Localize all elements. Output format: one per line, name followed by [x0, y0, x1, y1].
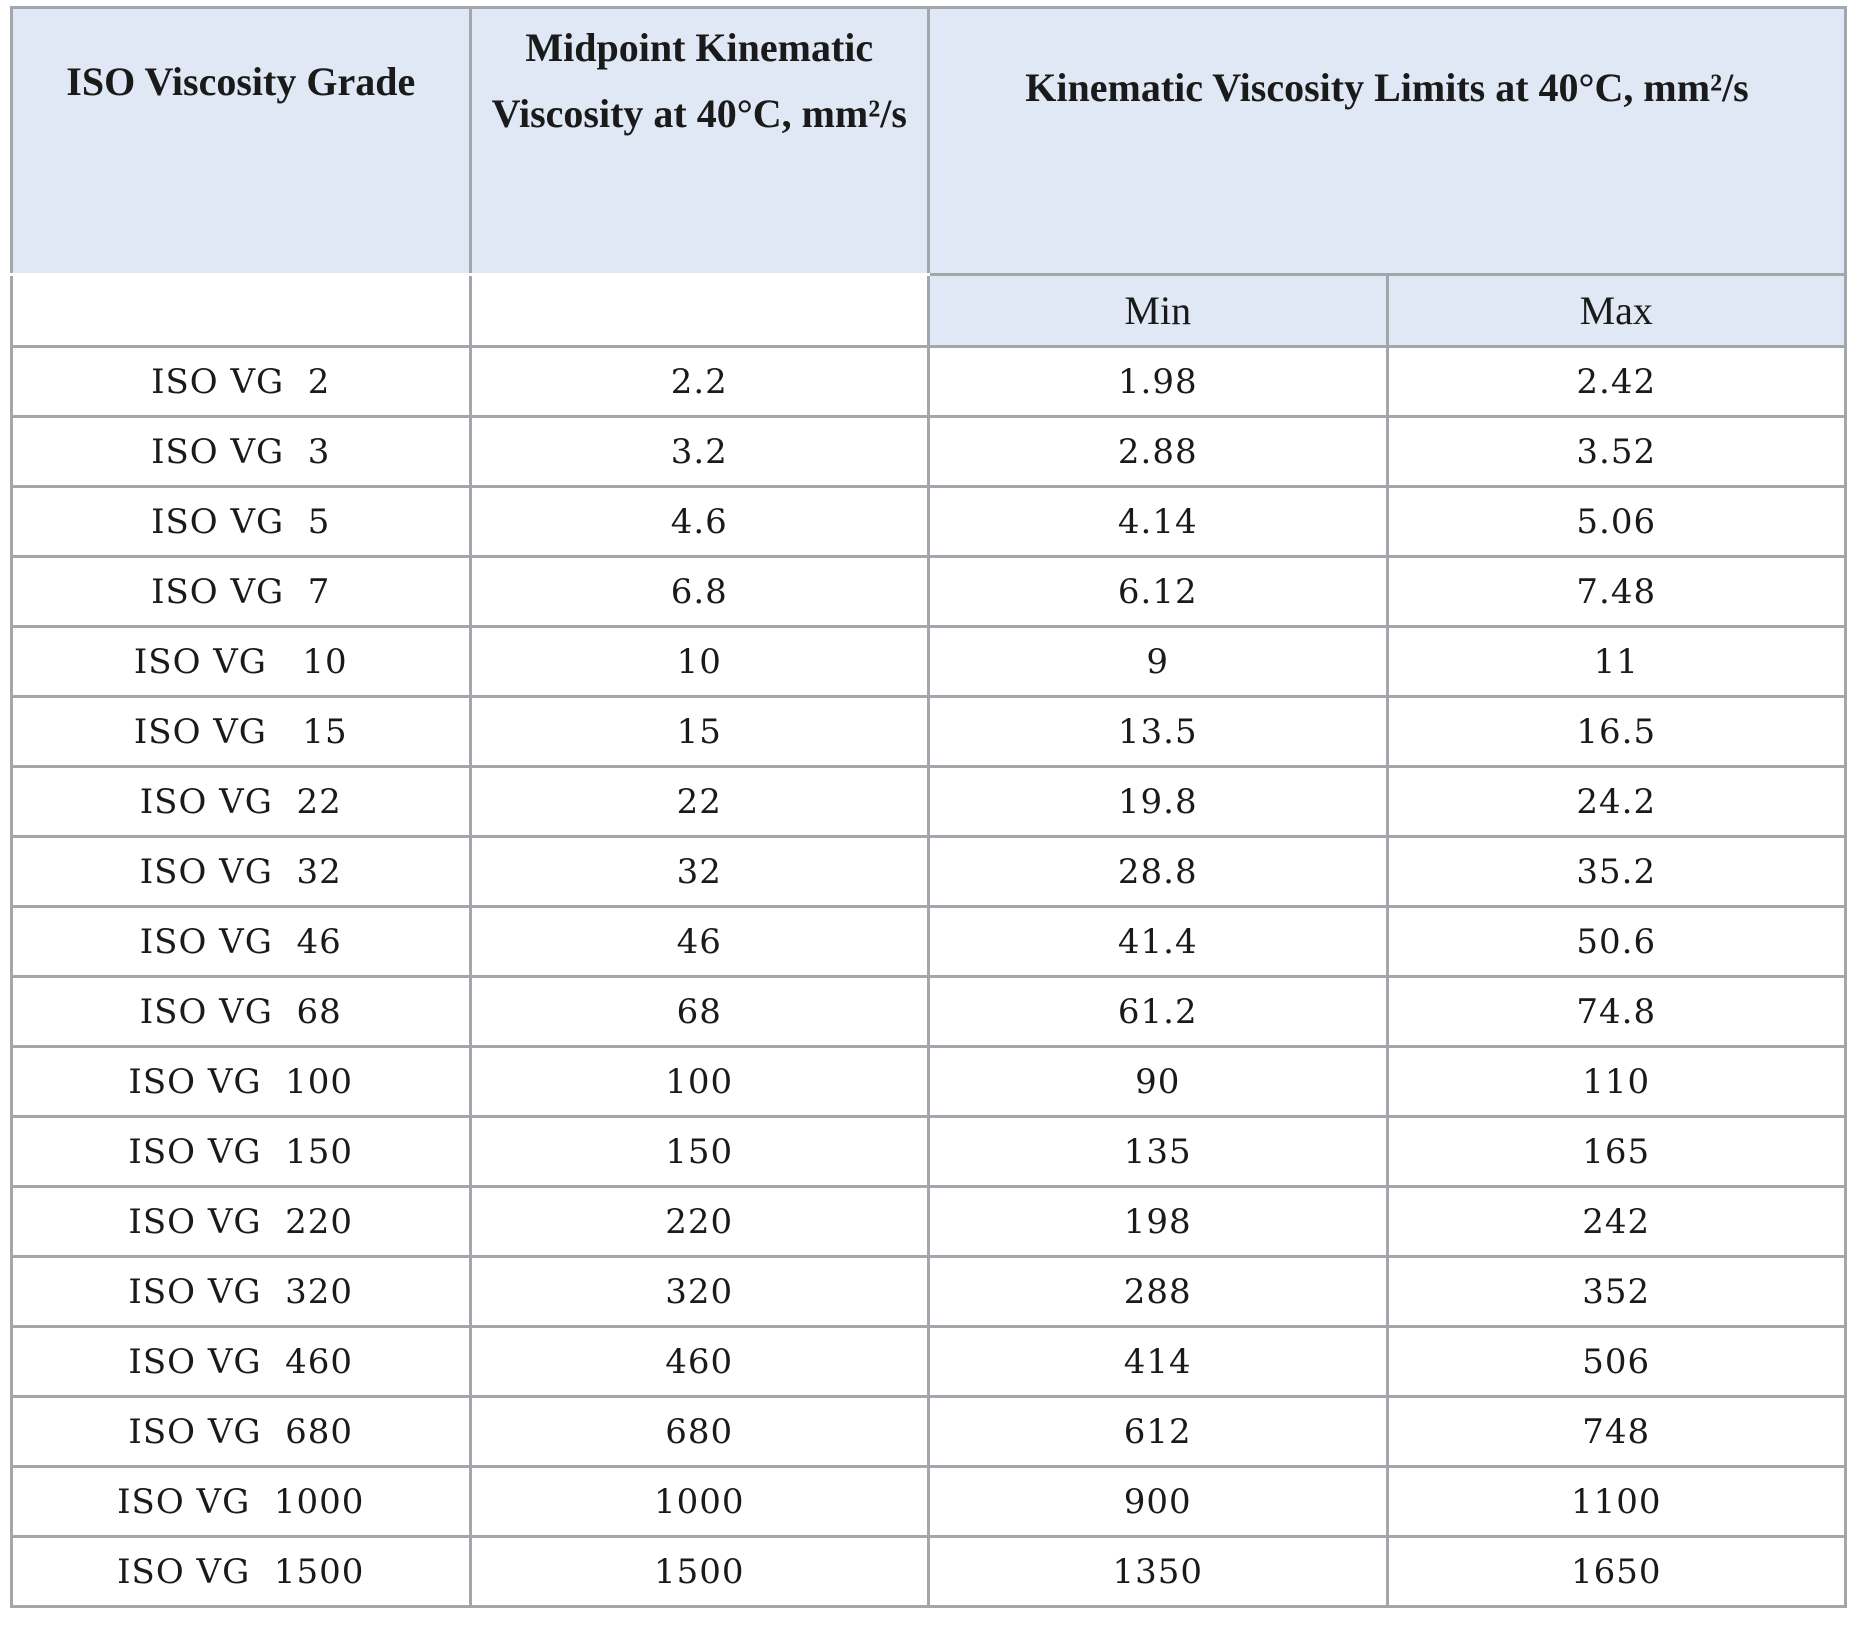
- subheader-blank-midpoint: [470, 275, 929, 347]
- table-row: [12, 417, 1846, 487]
- grade-cell: ISO VG 7: [12, 557, 471, 627]
- min-cell: 4.14: [929, 487, 1388, 557]
- midpoint-cell: 220: [470, 1187, 929, 1257]
- subheader-row: [12, 275, 1846, 347]
- header-midpoint-viscosity: Midpoint Kinematic Viscosity at 40°C, mm²/s: [470, 8, 929, 275]
- grade-cell: ISO VG 220: [12, 1187, 471, 1257]
- max-cell: 352: [1387, 1257, 1846, 1327]
- midpoint-cell: 460: [470, 1327, 929, 1397]
- min-cell: 61.2: [929, 977, 1388, 1047]
- grade-cell: ISO VG 460: [12, 1327, 471, 1397]
- table-body: [12, 347, 1846, 1607]
- min-cell: 41.4: [929, 907, 1388, 977]
- midpoint-cell: 4.6: [470, 487, 929, 557]
- grade-cell: ISO VG 1000: [12, 1467, 471, 1537]
- max-cell: 2.42: [1387, 347, 1846, 417]
- midpoint-cell: 32: [470, 837, 929, 907]
- header-row: [12, 8, 1846, 275]
- min-cell: 6.12: [929, 557, 1388, 627]
- table-row: [12, 347, 1846, 417]
- min-cell: 13.5: [929, 697, 1388, 767]
- grade-cell: ISO VG 46: [12, 907, 471, 977]
- grade-cell: ISO VG 22: [12, 767, 471, 837]
- max-cell: 110: [1387, 1047, 1846, 1117]
- table-row: [12, 1467, 1846, 1537]
- midpoint-cell: 1500: [470, 1537, 929, 1607]
- subheader-blank-grade: [12, 275, 471, 347]
- min-cell: 288: [929, 1257, 1388, 1327]
- table-row: [12, 1397, 1846, 1467]
- max-cell: 16.5: [1387, 697, 1846, 767]
- min-cell: 19.8: [929, 767, 1388, 837]
- viscosity-grade-table: [10, 6, 1847, 1608]
- midpoint-cell: 68: [470, 977, 929, 1047]
- grade-cell: ISO VG 100: [12, 1047, 471, 1117]
- max-cell: 165: [1387, 1117, 1846, 1187]
- min-cell: 612: [929, 1397, 1388, 1467]
- table-row: [12, 627, 1846, 697]
- max-cell: 5.06: [1387, 487, 1846, 557]
- midpoint-cell: 320: [470, 1257, 929, 1327]
- midpoint-cell: 3.2: [470, 417, 929, 487]
- header-viscosity-limits: Kinematic Viscosity Limits at 40°C, mm²/s: [929, 8, 1846, 275]
- min-cell: 1.98: [929, 347, 1388, 417]
- table-row: [12, 1117, 1846, 1187]
- max-cell: 1650: [1387, 1537, 1846, 1607]
- table-row: [12, 1257, 1846, 1327]
- table-row: [12, 907, 1846, 977]
- table-row: [12, 1327, 1846, 1397]
- table-row: [12, 837, 1846, 907]
- max-cell: 50.6: [1387, 907, 1846, 977]
- midpoint-cell: 2.2: [470, 347, 929, 417]
- max-cell: 24.2: [1387, 767, 1846, 837]
- table-row: [12, 767, 1846, 837]
- max-cell: 7.48: [1387, 557, 1846, 627]
- grade-cell: ISO VG 32: [12, 837, 471, 907]
- grade-cell: ISO VG 2: [12, 347, 471, 417]
- min-cell: 28.8: [929, 837, 1388, 907]
- viscosity-table-container: [10, 6, 1844, 1608]
- min-cell: 900: [929, 1467, 1388, 1537]
- grade-cell: ISO VG 68: [12, 977, 471, 1047]
- grade-cell: ISO VG 680: [12, 1397, 471, 1467]
- grade-cell: ISO VG 10: [12, 627, 471, 697]
- max-cell: 748: [1387, 1397, 1846, 1467]
- grade-cell: ISO VG 15: [12, 697, 471, 767]
- grade-cell: ISO VG 320: [12, 1257, 471, 1327]
- max-cell: 11: [1387, 627, 1846, 697]
- header-iso-grade: ISO Viscosity Grade: [12, 8, 471, 275]
- midpoint-cell: 100: [470, 1047, 929, 1117]
- header-min: Min: [929, 275, 1388, 347]
- min-cell: 135: [929, 1117, 1388, 1187]
- min-cell: 9: [929, 627, 1388, 697]
- midpoint-cell: 680: [470, 1397, 929, 1467]
- min-cell: 414: [929, 1327, 1388, 1397]
- table-row: [12, 977, 1846, 1047]
- table-row: [12, 1537, 1846, 1607]
- midpoint-cell: 46: [470, 907, 929, 977]
- midpoint-cell: 1000: [470, 1467, 929, 1537]
- max-cell: 3.52: [1387, 417, 1846, 487]
- midpoint-cell: 22: [470, 767, 929, 837]
- max-cell: 1100: [1387, 1467, 1846, 1537]
- max-cell: 35.2: [1387, 837, 1846, 907]
- table-row: [12, 697, 1846, 767]
- min-cell: 1350: [929, 1537, 1388, 1607]
- max-cell: 74.8: [1387, 977, 1846, 1047]
- midpoint-cell: 15: [470, 697, 929, 767]
- grade-cell: ISO VG 5: [12, 487, 471, 557]
- grade-cell: ISO VG 150: [12, 1117, 471, 1187]
- grade-cell: ISO VG 3: [12, 417, 471, 487]
- midpoint-cell: 10: [470, 627, 929, 697]
- header-max: Max: [1387, 275, 1846, 347]
- min-cell: 90: [929, 1047, 1388, 1117]
- midpoint-cell: 6.8: [470, 557, 929, 627]
- table-row: [12, 557, 1846, 627]
- grade-cell: ISO VG 1500: [12, 1537, 471, 1607]
- table-row: [12, 1047, 1846, 1117]
- table-row: [12, 1187, 1846, 1257]
- max-cell: 242: [1387, 1187, 1846, 1257]
- midpoint-cell: 150: [470, 1117, 929, 1187]
- min-cell: 2.88: [929, 417, 1388, 487]
- max-cell: 506: [1387, 1327, 1846, 1397]
- table-row: [12, 487, 1846, 557]
- min-cell: 198: [929, 1187, 1388, 1257]
